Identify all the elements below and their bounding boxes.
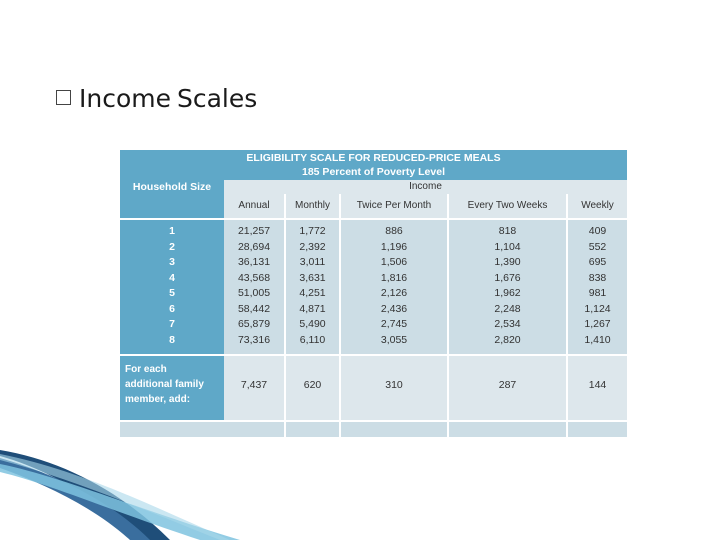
bullet-box-icon xyxy=(56,90,71,105)
footer-cell xyxy=(568,422,627,437)
additional-label-line3: member, add: xyxy=(125,394,191,405)
footer-cell xyxy=(449,422,566,437)
decorative-wave xyxy=(0,450,720,540)
annual-value: 28,694 xyxy=(237,240,271,253)
income-header: Income xyxy=(409,181,442,192)
monthly-value: 6,110 xyxy=(299,333,326,346)
monthly-value: 1,772 xyxy=(299,225,326,237)
twice-per-month-value: 2,436 xyxy=(380,302,408,315)
col-header-twice-per-month: Twice Per Month xyxy=(341,194,447,218)
annual-value: 73,316 xyxy=(237,333,271,346)
household-size: 7 xyxy=(169,318,175,330)
additional-member-label-cell xyxy=(120,356,224,420)
col-header-annual: Annual xyxy=(224,194,284,218)
household-size: 2 xyxy=(169,240,175,253)
col-header-weekly: Weekly xyxy=(568,194,627,218)
weekly-value: 695 xyxy=(588,256,607,268)
table-title xyxy=(120,151,627,179)
monthly-value: 4,871 xyxy=(299,302,326,315)
weekly-value: 1,410 xyxy=(584,333,611,346)
twice-per-month-value: 3,055 xyxy=(380,333,408,346)
footer-cell xyxy=(341,422,447,437)
eligibility-table xyxy=(120,150,627,438)
weekly-value: 1,267 xyxy=(584,318,611,330)
additional-label-line1: For each xyxy=(125,364,167,375)
monthly-value: 4,251 xyxy=(299,287,326,299)
weekly-value: 1,124 xyxy=(584,302,611,315)
monthly-value: 5,490 xyxy=(299,318,326,330)
annual-value: 65,879 xyxy=(237,318,271,330)
annual-value: 36,131 xyxy=(237,256,271,268)
twice-per-month-value: 1,196 xyxy=(380,240,408,253)
additional-label-line2: additional family xyxy=(125,379,204,390)
weekly-value: 981 xyxy=(588,287,607,299)
weekly-value: 409 xyxy=(588,225,607,237)
additional-annual: 7,437 xyxy=(224,356,284,420)
household-size: 3 xyxy=(169,256,175,268)
footer-cell xyxy=(120,422,224,437)
annual-value: 21,257 xyxy=(237,225,271,237)
annual-value: 51,005 xyxy=(237,287,271,299)
twice-per-month-column xyxy=(341,220,447,354)
household-size: 4 xyxy=(169,271,175,284)
annual-value: 58,442 xyxy=(237,302,271,315)
additional-weekly: 144 xyxy=(568,356,627,420)
monthly-value: 2,392 xyxy=(299,240,326,253)
household-header-spacer xyxy=(120,194,224,218)
annual-column xyxy=(224,220,284,354)
twice-per-month-value: 1,816 xyxy=(380,271,408,284)
monthly-value: 3,631 xyxy=(299,271,326,284)
twice-per-month-value: 886 xyxy=(385,225,403,237)
table-title-line1: ELIGIBILITY SCALE FOR REDUCED-PRICE MEALS xyxy=(246,152,501,164)
household-size: 1 xyxy=(169,225,175,237)
weekly-column xyxy=(568,220,627,354)
every-two-weeks-value: 2,248 xyxy=(494,302,521,315)
every-two-weeks-value: 2,820 xyxy=(494,333,521,346)
household-size: 8 xyxy=(169,333,175,346)
monthly-column xyxy=(286,220,339,354)
weekly-value: 838 xyxy=(588,271,607,284)
every-two-weeks-column xyxy=(449,220,566,354)
twice-per-month-value: 2,126 xyxy=(380,287,408,299)
household-sizes-list xyxy=(120,220,224,348)
monthly-value: 3,011 xyxy=(299,256,326,268)
footer-cell xyxy=(224,422,284,437)
twice-per-month-value: 2,745 xyxy=(380,318,408,330)
household-size: 5 xyxy=(169,287,175,299)
col-header-monthly: Monthly xyxy=(286,194,339,218)
every-two-weeks-value: 2,534 xyxy=(494,318,521,330)
table-title-line2: 185 Percent of Poverty Level xyxy=(302,166,445,178)
household-size-header: Household Size xyxy=(120,180,224,194)
additional-twice-per-month: 310 xyxy=(341,356,447,420)
every-two-weeks-value: 1,390 xyxy=(494,256,521,268)
every-two-weeks-value: 1,962 xyxy=(494,287,521,299)
twice-per-month-value: 1,506 xyxy=(380,256,408,268)
weekly-value: 552 xyxy=(588,240,607,253)
every-two-weeks-value: 1,104 xyxy=(494,240,521,253)
every-two-weeks-value: 1,676 xyxy=(494,271,521,284)
title-word-1: Income xyxy=(79,84,171,113)
footer-cell xyxy=(286,422,339,437)
col-header-every-two-weeks: Every Two Weeks xyxy=(449,194,566,218)
annual-value: 43,568 xyxy=(237,271,271,284)
additional-every-two-weeks: 287 xyxy=(449,356,566,420)
title-word-2: Scales xyxy=(177,84,258,113)
every-two-weeks-value: 818 xyxy=(498,225,517,237)
household-sizes-cell xyxy=(120,220,224,354)
additional-monthly: 620 xyxy=(286,356,339,420)
household-size: 6 xyxy=(169,302,175,315)
slide-title xyxy=(56,84,257,113)
